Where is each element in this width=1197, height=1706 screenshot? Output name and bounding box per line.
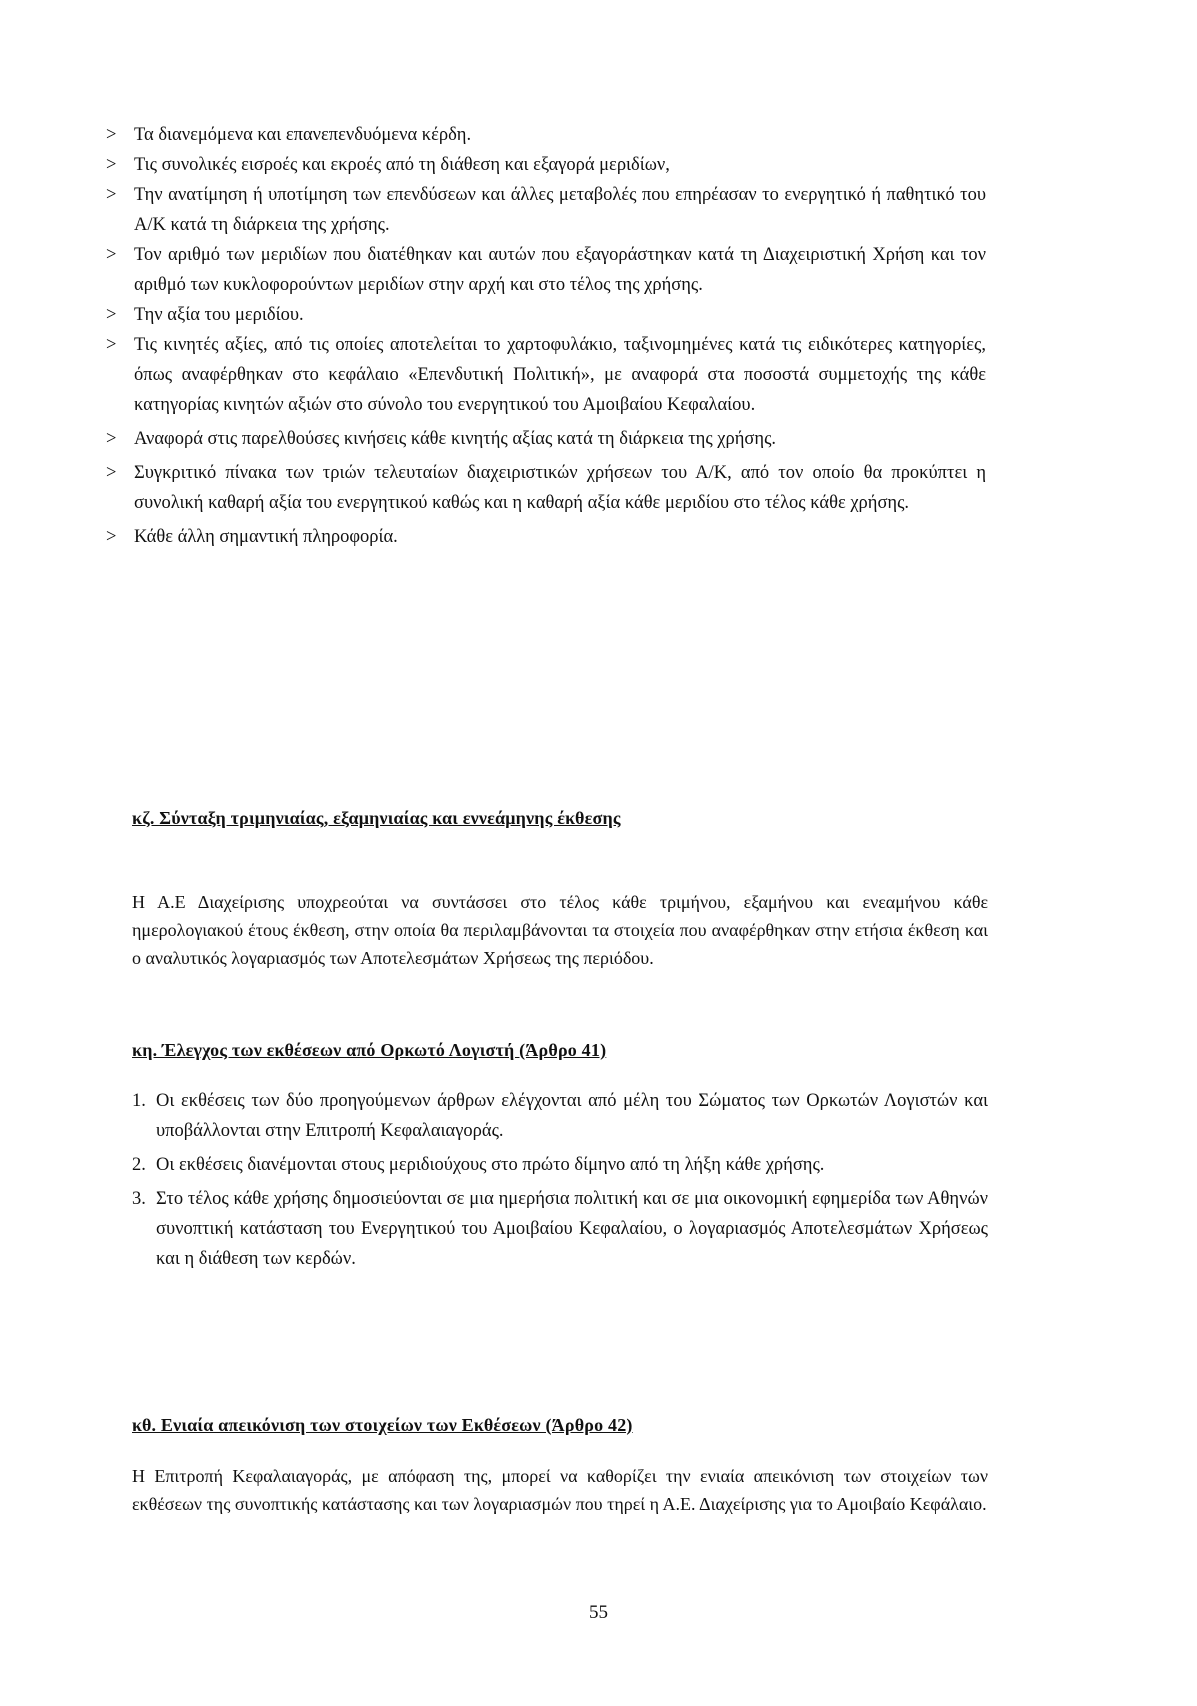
report-contents-list bbox=[106, 120, 986, 552]
list-item bbox=[106, 120, 986, 150]
list-item-text: Τις συνολικές εισροές και εκροές από τη διάθεση και εξαγορά μεριδίων, bbox=[134, 155, 670, 175]
item-number: 1. bbox=[132, 1091, 146, 1111]
list-item bbox=[106, 240, 986, 300]
numbered-item bbox=[132, 1184, 988, 1274]
list-item-text: Τις κινητές αξίες, από τις οποίες αποτελείται το χαρτοφυλάκιο, ταξινομημένες κατά τις ειδικότερες κατηγορίες, όπως αναφέρθηκαν στο κεφάλαιο «Επενδυτική Πολιτική», με αναφορά στα ποσοστά συμμετοχής της κάθε κατηγορίας κινητών αξιών στο σύνολο του ενεργητικού του Αμοιβαίου Κεφαλαίου. bbox=[134, 335, 986, 415]
item-text: Στο τέλος κάθε χρήσης δημοσιεύονται σε μια ημερήσια πολιτική και σε μια οικονομική εφημερίδα των Αθηνών συνοπτική κατάσταση του Ενεργητικού του Αμοιβαίου Κεφαλαίου, ο λογαριασμός Αποτελεσμάτων Χρήσεως και η διάθεση των κερδών. bbox=[156, 1189, 988, 1269]
list-item bbox=[106, 522, 986, 552]
list-item bbox=[106, 458, 986, 518]
list-item-text: Κάθε άλλη σημαντική πληροφορία. bbox=[134, 527, 398, 547]
list-item-text: Τον αριθμό των μεριδίων που διατέθηκαν και αυτών που εξαγοράστηκαν κατά τη Διαχειριστική Χρήση και τον αριθμό των κυκλοφορούντων μεριδίων στην αρχή και στο τέλος της χρήσης. bbox=[134, 245, 986, 295]
item-text: Οι εκθέσεις των δύο προηγούμενων άρθρων ελέγχονται από μέλη του Σώματος των Ορκωτών Λογιστών και υποβάλλονται στην Επιτροπή Κεφαλαιαγοράς. bbox=[156, 1091, 988, 1141]
list-item-text: Τα διανεμόμενα και επανεπενδυόμενα κέρδη. bbox=[134, 125, 472, 145]
bullet-marker: > bbox=[106, 185, 117, 205]
list-item-text: Αναφορά στις παρελθούσες κινήσεις κάθε κινητής αξίας κατά τη διάρκεια της χρήσης. bbox=[134, 429, 777, 449]
bullet-marker: > bbox=[106, 125, 117, 145]
bullet-marker: > bbox=[106, 429, 117, 449]
list-item bbox=[106, 300, 986, 330]
page-number: 55 bbox=[589, 1602, 608, 1623]
list-item bbox=[106, 424, 986, 454]
numbered-item bbox=[132, 1086, 988, 1146]
list-item-text: Την ανατίμηση ή υποτίμηση των επενδύσεων και άλλες μεταβολές που επηρέασαν το ενεργητικό ή παθητικό του Α/Κ κατά τη διάρκεια της χρήσης. bbox=[134, 185, 986, 235]
list-item-text: Συγκριτικό πίνακα των τριών τελευταίων διαχειριστικών χρήσεων του Α/Κ, από τον οποίο θα προκύπτει η συνολική καθαρή αξία του ενεργητικού καθώς και η καθαρή αξία κάθε μεριδίου στο τέλος κάθε χρήσης. bbox=[134, 463, 986, 513]
bullet-marker: > bbox=[106, 245, 117, 265]
section-paragraph-kz: Η Α.Ε Διαχείρισης υποχρεούται να συντάσσει στο τέλος κάθε τριμήνου, εξαμήνου και ενεαμήνου κάθε ημερολογιακού έτους έκθεση, στην οποία θα περιλαμβάνονται τα στοιχεία που αναφέρθηκαν στην ετήσια έκθεση και ο αναλυτικός λογαριασμός των Αποτελεσμάτων Χρήσεως της περιόδου. bbox=[132, 892, 988, 968]
list-item bbox=[106, 330, 986, 420]
section-heading-kth: κθ. Ενιαία απεικόνιση των στοιχείων των Εκθέσεων (Άρθρο 42) bbox=[132, 1415, 633, 1435]
item-number: 2. bbox=[132, 1155, 146, 1175]
section-heading-kh: κη. Έλεγχος των εκθέσεων από Ορκωτό Λογιστή (Άρθρο 41) bbox=[132, 1040, 607, 1060]
bullet-marker: > bbox=[106, 155, 117, 175]
item-text: Οι εκθέσεις διανέμονται στους μεριδιούχους στο πρώτο δίμηνο από τη λήξη κάθε χρήσης. bbox=[156, 1155, 825, 1175]
list-item bbox=[106, 150, 986, 180]
section-heading-kz: κζ. Σύνταξη τριμηνιαίας, εξαμηνιαίας και εννεάμηνης έκθεσης bbox=[132, 808, 621, 828]
bullet-marker: > bbox=[106, 335, 117, 355]
list-item bbox=[106, 180, 986, 240]
item-number: 3. bbox=[132, 1189, 146, 1209]
bullet-marker: > bbox=[106, 527, 117, 547]
section-paragraph-kth: Η Επιτροπή Κεφαλαιαγοράς, με απόφαση της, μπορεί να καθορίζει την ενιαία απεικόνιση των στοιχείων των εκθέσεων της συνοπτικής κατάστασης και των λογαριασμών που τηρεί η Α.Ε. Διαχείρισης για το Αμοιβαίο Κεφάλαιο. bbox=[132, 1466, 988, 1514]
bullet-marker: > bbox=[106, 463, 117, 483]
bullet-marker: > bbox=[106, 305, 117, 325]
list-item-text: Την αξία του μεριδίου. bbox=[134, 305, 304, 325]
numbered-list-kh bbox=[132, 1086, 988, 1278]
numbered-item bbox=[132, 1150, 988, 1180]
